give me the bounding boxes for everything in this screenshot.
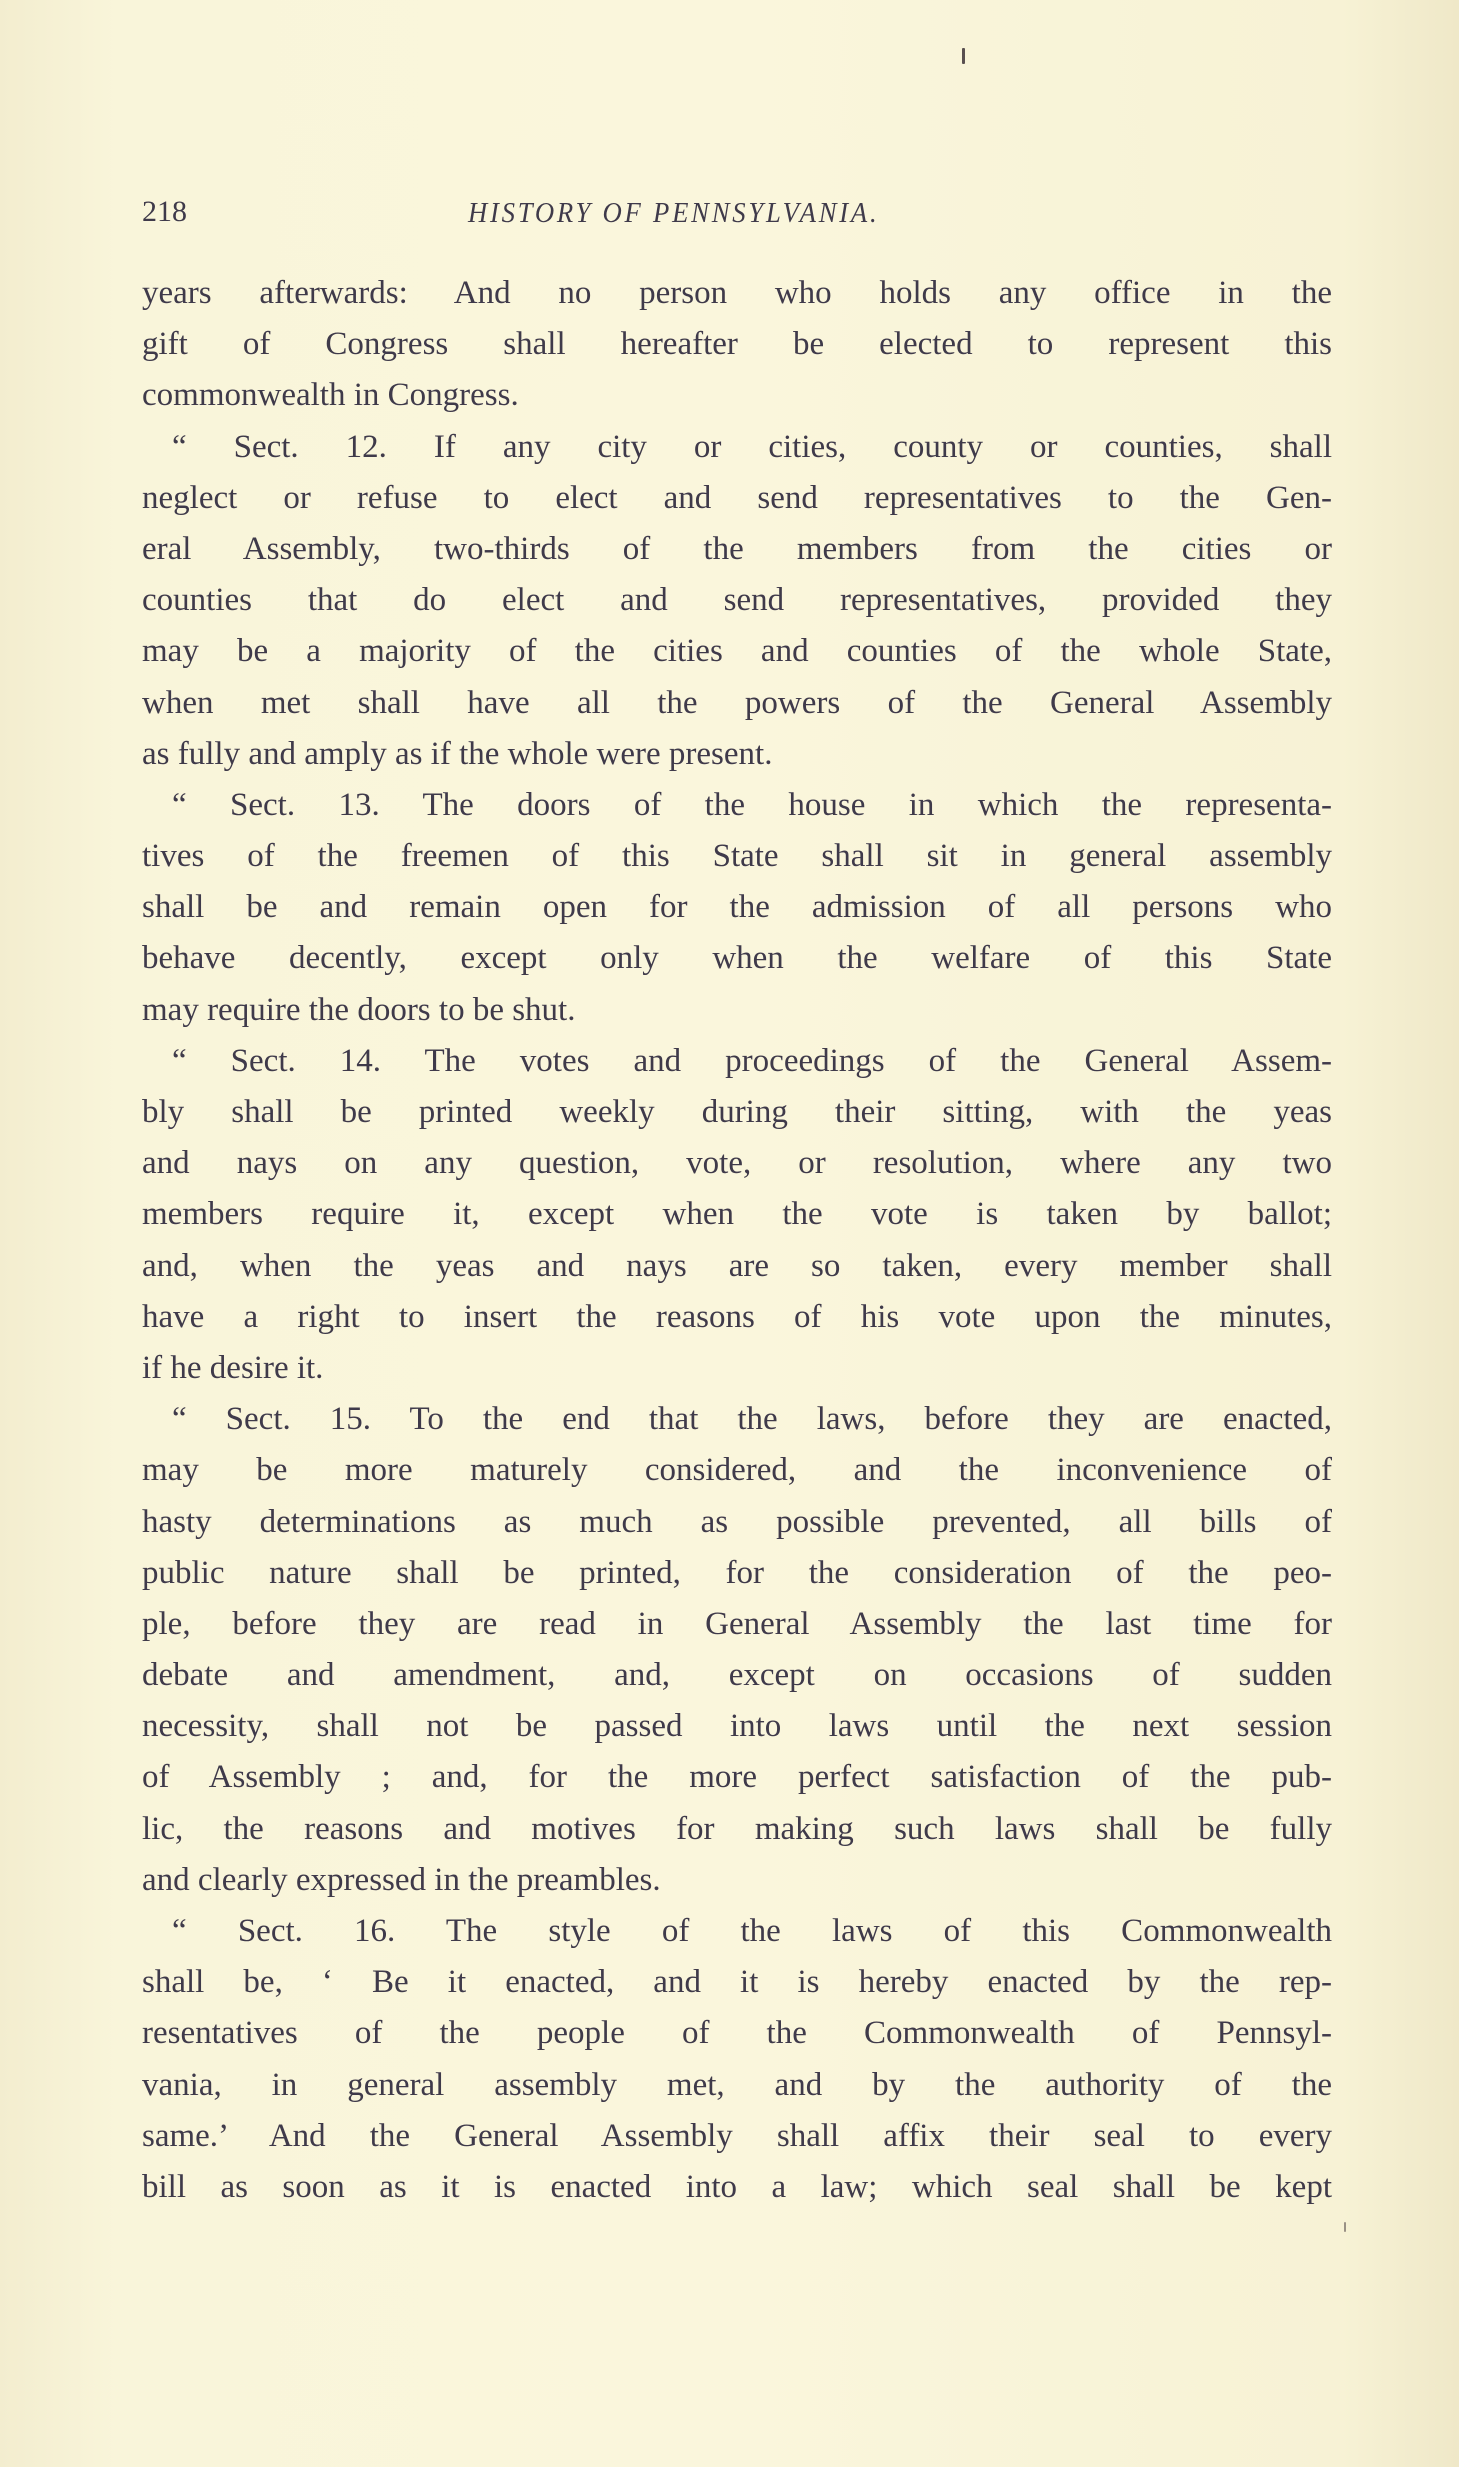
text-line: counties that do elect and send representatives, provided they: [142, 582, 1332, 619]
page-number: 218: [142, 195, 187, 228]
text-line: of Assembly ; and, for the more perfect satisfaction of the pub-: [142, 1759, 1332, 1796]
text-line: neglect or refuse to elect and send representatives to the Gen-: [142, 479, 1332, 516]
text-line: may be a majority of the cities and counties of the whole State,: [142, 633, 1332, 670]
text-line: and clearly expressed in the preambles.: [142, 1861, 661, 1898]
text-line: behave decently, except only when the welfare of this State: [142, 940, 1332, 977]
text-line: years afterwards: And no person who holds any office in the: [142, 275, 1332, 311]
text-line: bly shall be printed weekly during their sitting, with the yeas: [142, 1094, 1332, 1130]
paper-speck: [962, 48, 965, 64]
text-line: same.’ And the General Assembly shall affix their seal to every: [142, 2117, 1332, 2154]
text-line: commonwealth in Congress.: [142, 377, 519, 414]
text-line: shall be and remain open for the admission of all persons who: [142, 889, 1332, 926]
paper-speck: [1344, 2222, 1346, 2232]
text-line: vania, in general assembly met, and by the authority of the: [142, 2066, 1332, 2103]
text-line: hasty determinations as much as possible prevented, all bills of: [142, 1503, 1332, 1540]
text-line: may require the doors to be shut.: [142, 991, 576, 1028]
text-line: lic, the reasons and motives for making such laws shall be fully: [142, 1810, 1332, 1847]
text-line: gift of Congress shall hereafter be elected to represent this: [142, 326, 1332, 363]
text-line: if he desire it.: [142, 1349, 324, 1386]
section-15-start: “ Sect. 15. To the end that the laws, before they are enacted,: [172, 1401, 1332, 1438]
running-head: [142, 195, 1332, 235]
section-16-start: “ Sect. 16. The style of the laws of this Commonwealth: [172, 1913, 1332, 1949]
text-line: members require it, except when the vote is taken by ballot;: [142, 1196, 1332, 1233]
section-14-start: “ Sect. 14. The votes and proceedings of the General Assem-: [172, 1042, 1332, 1079]
text-line: as fully and amply as if the whole were present.: [142, 735, 773, 772]
text-line: have a right to insert the reasons of his vote upon the minutes,: [142, 1298, 1332, 1335]
text-line: shall be, ‘ Be it enacted, and it is hereby enacted by the rep-: [142, 1964, 1332, 2001]
text-line: ple, before they are read in General Assembly the last time for: [142, 1605, 1332, 1642]
text-line: tives of the freemen of this State shall sit in general assembly: [142, 838, 1332, 875]
section-12-start: “ Sect. 12. If any city or cities, county or counties, shall: [172, 428, 1332, 465]
text-line: eral Assembly, two-thirds of the members from the cities or: [142, 530, 1332, 567]
text-line: public nature shall be printed, for the consideration of the peo-: [142, 1554, 1332, 1591]
running-title: HISTORY OF PENNSYLVANIA.: [468, 197, 880, 229]
text-line: bill as soon as it is enacted into a law; which seal shall be kept: [142, 2168, 1332, 2205]
text-line: when met shall have all the powers of the General Assembly: [142, 684, 1332, 721]
text-line: debate and amendment, and, except on occasions of sudden: [142, 1657, 1332, 1694]
text-line: and, when the yeas and nays are so taken, every member shall: [142, 1247, 1332, 1284]
text-line: necessity, shall not be passed into laws until the next session: [142, 1708, 1332, 1745]
section-13-start: “ Sect. 13. The doors of the house in which the representa-: [172, 786, 1332, 823]
text-line: may be more maturely considered, and the inconvenience of: [142, 1452, 1332, 1489]
text-line: resentatives of the people of the Commonwealth of Pennsyl-: [142, 2015, 1332, 2052]
body-text: [142, 268, 1332, 2213]
text-line: and nays on any question, vote, or resolution, where any two: [142, 1145, 1332, 1182]
